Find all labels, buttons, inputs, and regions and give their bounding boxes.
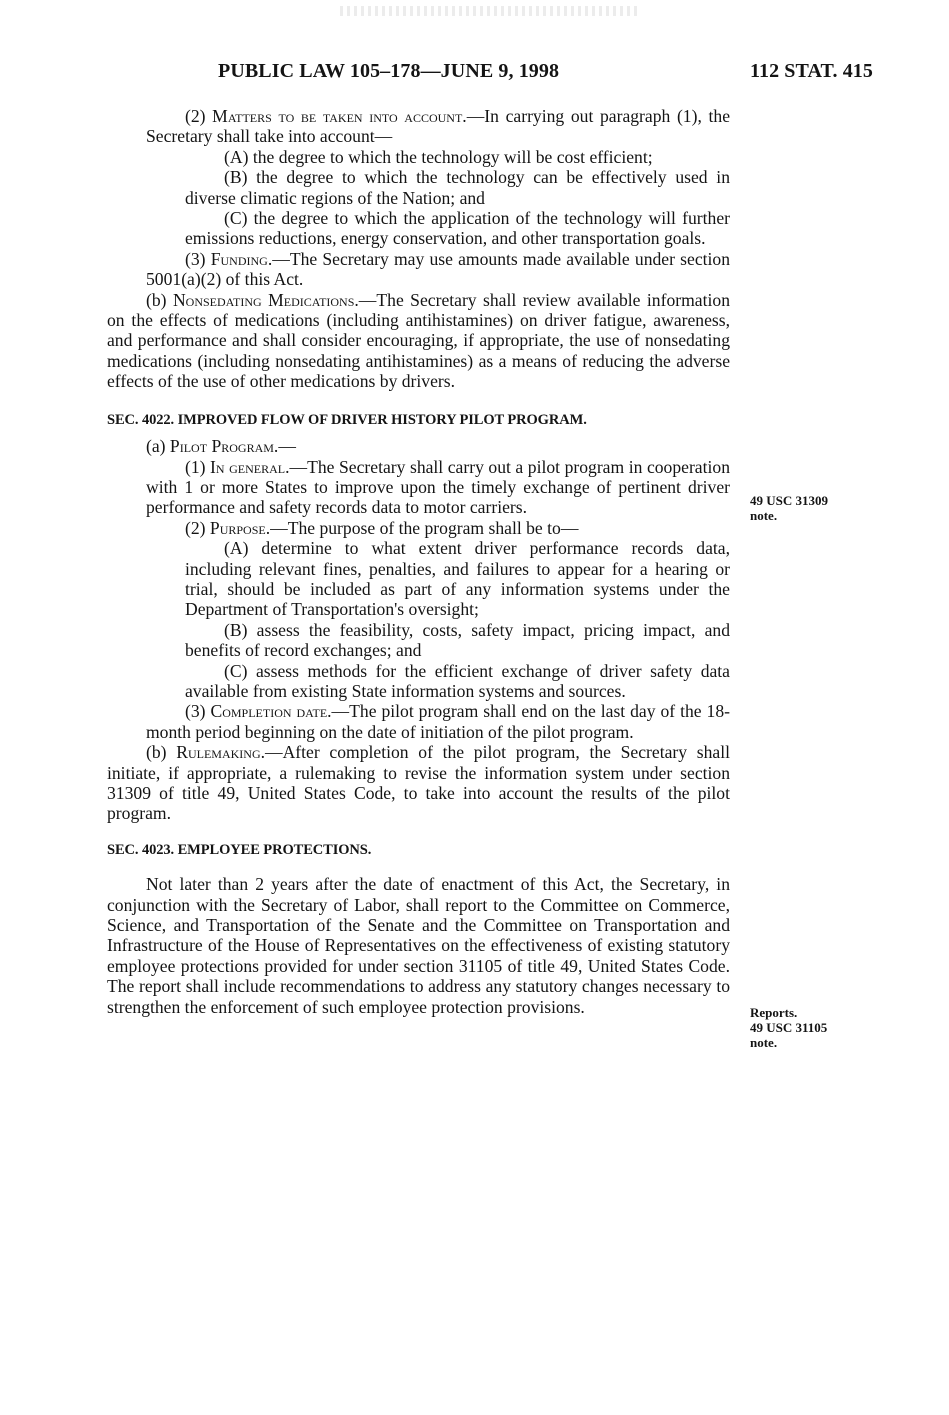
- paragraph-completion-date: (3) Completion date.—The pilot program shall end on the last day of the 18-month period beginning on the date of initiation of the pilot program.: [146, 701, 730, 742]
- paragraph-in-general: (1) In general.—The Secretary shall carry out a pilot program in cooperation with 1 or more States to improve upon the timely exchange of pertinent driver performance and safety records data to motor carriers.: [146, 456, 730, 518]
- margin-note-citation: 49 USC 31309: [750, 493, 829, 508]
- scan-artifact: [340, 6, 640, 16]
- paragraph-purpose: (2) Purpose.—The purpose of the program shall be to—: [185, 517, 579, 538]
- margin-note-label: note.: [750, 1035, 778, 1050]
- subsection-pilot-program: (a) Pilot Program.—: [146, 436, 296, 457]
- margin-note-label: note.: [750, 508, 778, 523]
- margin-note-reports: Reports.: [750, 1005, 798, 1020]
- section-4023-heading: SEC. 4023. EMPLOYEE PROTECTIONS.: [107, 841, 372, 858]
- paragraph-funding: (3) Funding.—The Secretary may use amounts made available under section 5001(a)(2) of this Act.: [146, 248, 730, 290]
- body-text: [107, 106, 730, 1017]
- margin-note-citation: 49 USC 31105: [750, 1020, 828, 1035]
- run-in-heading: urpose: [219, 517, 266, 538]
- margin-note-4023: [750, 1005, 860, 1050]
- run-in-heading: ulemaking: [187, 742, 261, 763]
- run-in-heading: ilot: [179, 436, 208, 457]
- section-4022-heading: SEC. 4022. IMPROVED FLOW OF DRIVER HISTORY PILOT PROGRAM.: [107, 411, 587, 428]
- clause-b-assess-feasibility: (B) assess the feasibility, costs, safety impact, pricing impact, and benefits of record exchanges; and: [185, 619, 730, 661]
- run-in-heading: atters to be taken into account: [227, 106, 463, 126]
- header-title: PUBLIC LAW 105–178—JUNE 9, 1998: [218, 60, 560, 82]
- run-in-heading: ompletion date: [222, 701, 328, 722]
- margin-note-4022: [750, 493, 860, 523]
- clause-c-assess-methods: (C) assess methods for the efficient exchange of driver safety data available from existing State information systems and sources.: [185, 660, 730, 701]
- run-in-heading: unding: [220, 248, 268, 269]
- clause-c-emissions: (C) the degree to which the application of the technology will further emissions reductions, energy conservation, and other transportation goals.: [185, 208, 730, 249]
- clause-a-cost-efficient: (A) the degree to which the technology will be cost efficient;: [224, 146, 653, 167]
- header-page-number: 112 STAT. 415: [750, 60, 873, 82]
- clause-a-determine-extent: (A) determine to what extent driver performance records data, including relevant fines, penalties, and failures to appear for a hearing or trial, should be included as part of any information systems under the Department of Transportation's oversight;: [185, 538, 730, 620]
- run-in-heading: edications: [283, 289, 355, 310]
- run-in-heading: onsedating: [185, 289, 262, 310]
- subsection-rulemaking: (b) Rulemaking.—After completion of the pilot program, the Secretary shall initiate, if appropriate, a rulemaking to revise the information system under section 31309 of title 49, United States Code, to take into account the results of the pilot program.: [107, 742, 730, 824]
- run-in-heading: n general: [215, 456, 286, 477]
- subsection-nonsedating-medications: (b) Nonsedating Medications.—The Secretary shall review available information on the effects of medications (including antihistamines) on driver fatigue, awareness, and performance and shall consider encouraging, if appropriate, the use of nonsedating medications (including nonsedating antihistamines) as a means of reducing the adverse effects of the use of other medications by drivers.: [107, 289, 730, 392]
- page-header: [218, 60, 873, 83]
- run-in-heading: rogram: [221, 436, 274, 457]
- clause-b-climatic-regions: (B) the degree to which the technology can be effectively used in diverse climatic regions of the Nation; and: [185, 167, 730, 208]
- paragraph-employee-protections: Not later than 2 years after the date of enactment of this Act, the Secretary, in conjunction with the Secretary of Labor, shall report to the Committee on Commerce, Science, and Transportation of the Senate and the Committee on Transportation and Infrastructure of the House of Representatives on the effectiveness of existing statutory employee protections provided for under section 31105 of title 49, United States Code. The report shall include recommendations to address any statutory changes necessary to strengthen the enforcement of such employee protection provisions.: [107, 874, 730, 1017]
- paragraph-matters-into-account: (2) Matters to be taken into account.—In carrying out paragraph (1), the Secretary shall take into account—: [146, 106, 731, 147]
